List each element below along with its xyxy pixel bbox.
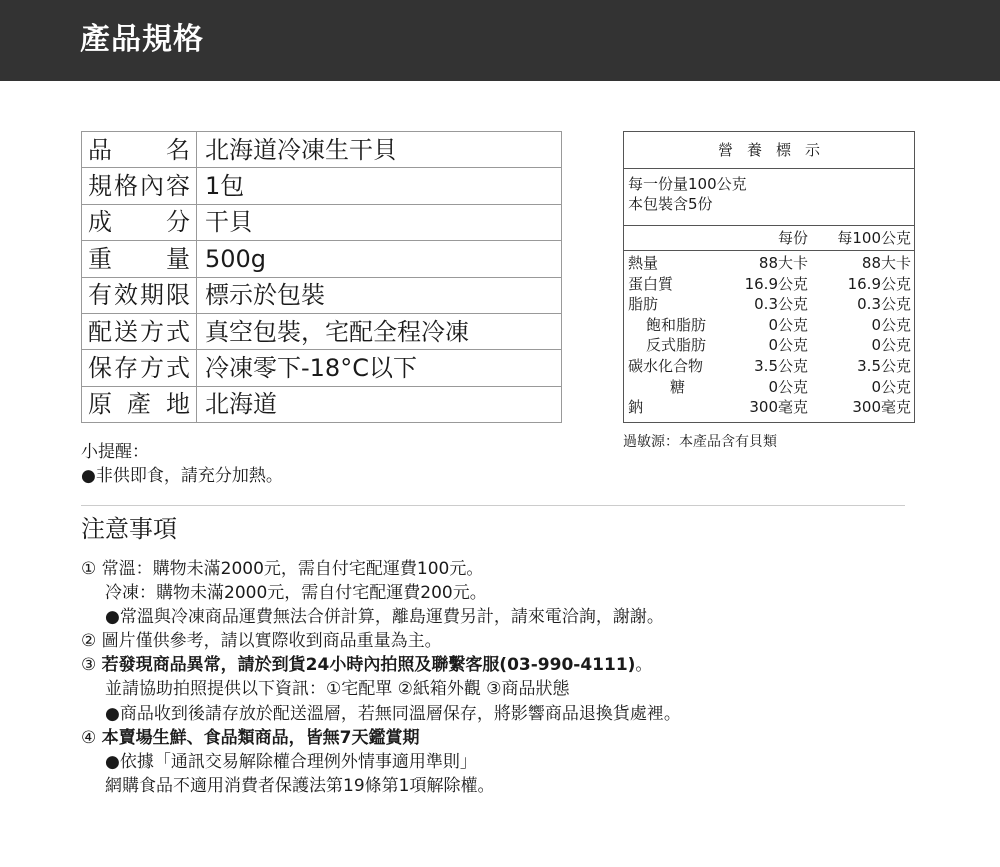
note-number: ④: [81, 727, 102, 748]
nutrition-row: [624, 397, 914, 418]
nutrient-per-serving: 16.9公克: [744, 274, 808, 293]
nutrition-column-header: [624, 226, 914, 251]
nutrient-per-100g: 0.3公克: [857, 295, 911, 314]
nutrient-name: 熱量: [628, 254, 659, 272]
nutrient-name: 飽和脂肪: [646, 315, 707, 334]
nutrient-per-100g: 16.9公克: [847, 274, 911, 293]
spec-label: 重 量: [82, 241, 197, 277]
section-divider: [81, 505, 905, 506]
spec-row: [82, 386, 562, 422]
nutrition-row: [624, 274, 914, 295]
spec-row: [82, 132, 562, 168]
spec-row: [82, 168, 562, 204]
spec-label: 成 分: [82, 204, 197, 240]
note-line: 並請協助拍照提供以下資訊：①宅配單 ②紙箱外觀 ③商品狀態: [105, 679, 570, 700]
note-line: 冷凍：購物未滿2000元，需自付宅配運費200元。: [105, 583, 487, 604]
spec-row: [82, 350, 562, 386]
nutrient-per-serving: 0公克: [768, 315, 808, 334]
reminder-text: ●非供即食，請充分加熱。: [81, 466, 283, 486]
spec-value: 標示於包裝: [197, 277, 562, 313]
nutrient-per-100g: 0公克: [871, 336, 911, 355]
servings-per-package: 本包裝含5份: [628, 195, 713, 213]
note-number: ③: [81, 655, 102, 676]
spec-label: 配送方式: [82, 313, 197, 349]
nutrient-per-100g: 0公克: [871, 315, 911, 334]
spec-label: 原 產 地: [82, 386, 197, 422]
nutrient-name: 脂肪: [628, 295, 659, 314]
spec-value: 1包: [197, 168, 562, 204]
spec-label: 品 名: [82, 132, 197, 168]
nutrient-per-serving: 88大卡: [758, 254, 808, 272]
nutrient-name: 鈉: [628, 398, 644, 417]
nutrient-name: 蛋白質: [628, 274, 674, 293]
spec-value: 真空包裝，宅配全程冷凍: [197, 313, 562, 349]
note-line: ●商品收到後請存放於配送溫層，若無同溫層保存，將影響商品退換貨處裡。: [105, 703, 681, 724]
nutrient-name: 反式脂肪: [646, 336, 707, 355]
spec-label: 規格內容: [82, 168, 197, 204]
nutrient-name: 糖: [670, 377, 686, 396]
nutrition-row: [624, 315, 914, 336]
nutrient-per-serving: 3.5公克: [754, 356, 808, 375]
note-line: [81, 726, 681, 750]
reminder-title: 小提醒：: [81, 442, 149, 462]
nutrition-rows: [624, 251, 914, 418]
nutrient-per-serving: 0公克: [768, 336, 808, 355]
note-line: ① 常溫：購物未滿2000元，需自付宅配運費100元。: [81, 559, 484, 579]
spec-row: [82, 241, 562, 277]
header-bar: [0, 0, 1000, 81]
notes-list: [81, 557, 681, 798]
note-line: [81, 653, 681, 677]
page-title: 產品規格: [80, 22, 204, 57]
spec-value: 北海道: [197, 386, 562, 422]
serving-size: 每一份量100公克: [628, 175, 747, 193]
spec-value: 500g: [197, 241, 562, 277]
nutrition-facts-panel: [623, 131, 915, 423]
nutrition-row: [624, 253, 914, 274]
note-line: ② 圖片僅供參考，請以實際收到商品重量為主。: [81, 631, 442, 652]
nutrient-per-serving: 0公克: [768, 377, 808, 396]
nutrition-title: 營養標示: [624, 132, 914, 169]
note-emphasis: 若發現商品異常，請於到貨24小時內拍照及聯繫客服(03-990-4111): [101, 655, 636, 676]
spec-value: 北海道冷凍生干貝: [197, 132, 562, 168]
spec-label: 有效期限: [82, 277, 197, 313]
allergen-note: 過敏源：本產品含有貝類: [623, 434, 777, 450]
nutrition-row: [624, 356, 914, 377]
nutrient-per-100g: 0公克: [871, 377, 911, 396]
nutrition-row: [624, 377, 914, 398]
spec-row: [82, 277, 562, 313]
spec-value: 冷凍零下-18°C以下: [197, 350, 562, 386]
nutrition-row: [624, 294, 914, 315]
nutrition-serving-info: [624, 169, 914, 226]
reminder-section: [81, 440, 283, 488]
nutrient-name: 碳水化合物: [628, 356, 704, 375]
spec-value: 干貝: [197, 204, 562, 240]
note-line: 網購食品不適用消費者保護法第19條第1項解除權。: [105, 775, 495, 796]
spec-row: [82, 204, 562, 240]
note-punctuation: 。: [635, 655, 653, 676]
notes-title: 注意事項: [81, 515, 177, 543]
spec-label: 保存方式: [82, 350, 197, 386]
spec-row: [82, 313, 562, 349]
note-emphasis: 本賣場生鮮、食品類商品，皆無7天鑑賞期: [101, 727, 420, 748]
spec-table: [81, 131, 562, 423]
nutrient-per-100g: 88大卡: [861, 254, 911, 272]
nutrient-per-100g: 3.5公克: [857, 356, 911, 375]
nutrient-per-serving: 0.3公克: [754, 295, 808, 314]
nutrition-row: [624, 335, 914, 356]
col-per-serving: 每份: [777, 229, 808, 247]
note-line: ●常溫與冷凍商品運費無法合併計算，離島運費另計，請來電洽詢，謝謝。: [105, 607, 664, 628]
nutrient-per-serving: 300毫克: [749, 398, 808, 417]
nutrient-per-100g: 300毫克: [852, 398, 911, 417]
note-line: ●依據「通訊交易解除權合理例外情事適用準則」: [105, 751, 477, 772]
col-per-100g: 每100公克: [837, 229, 911, 247]
